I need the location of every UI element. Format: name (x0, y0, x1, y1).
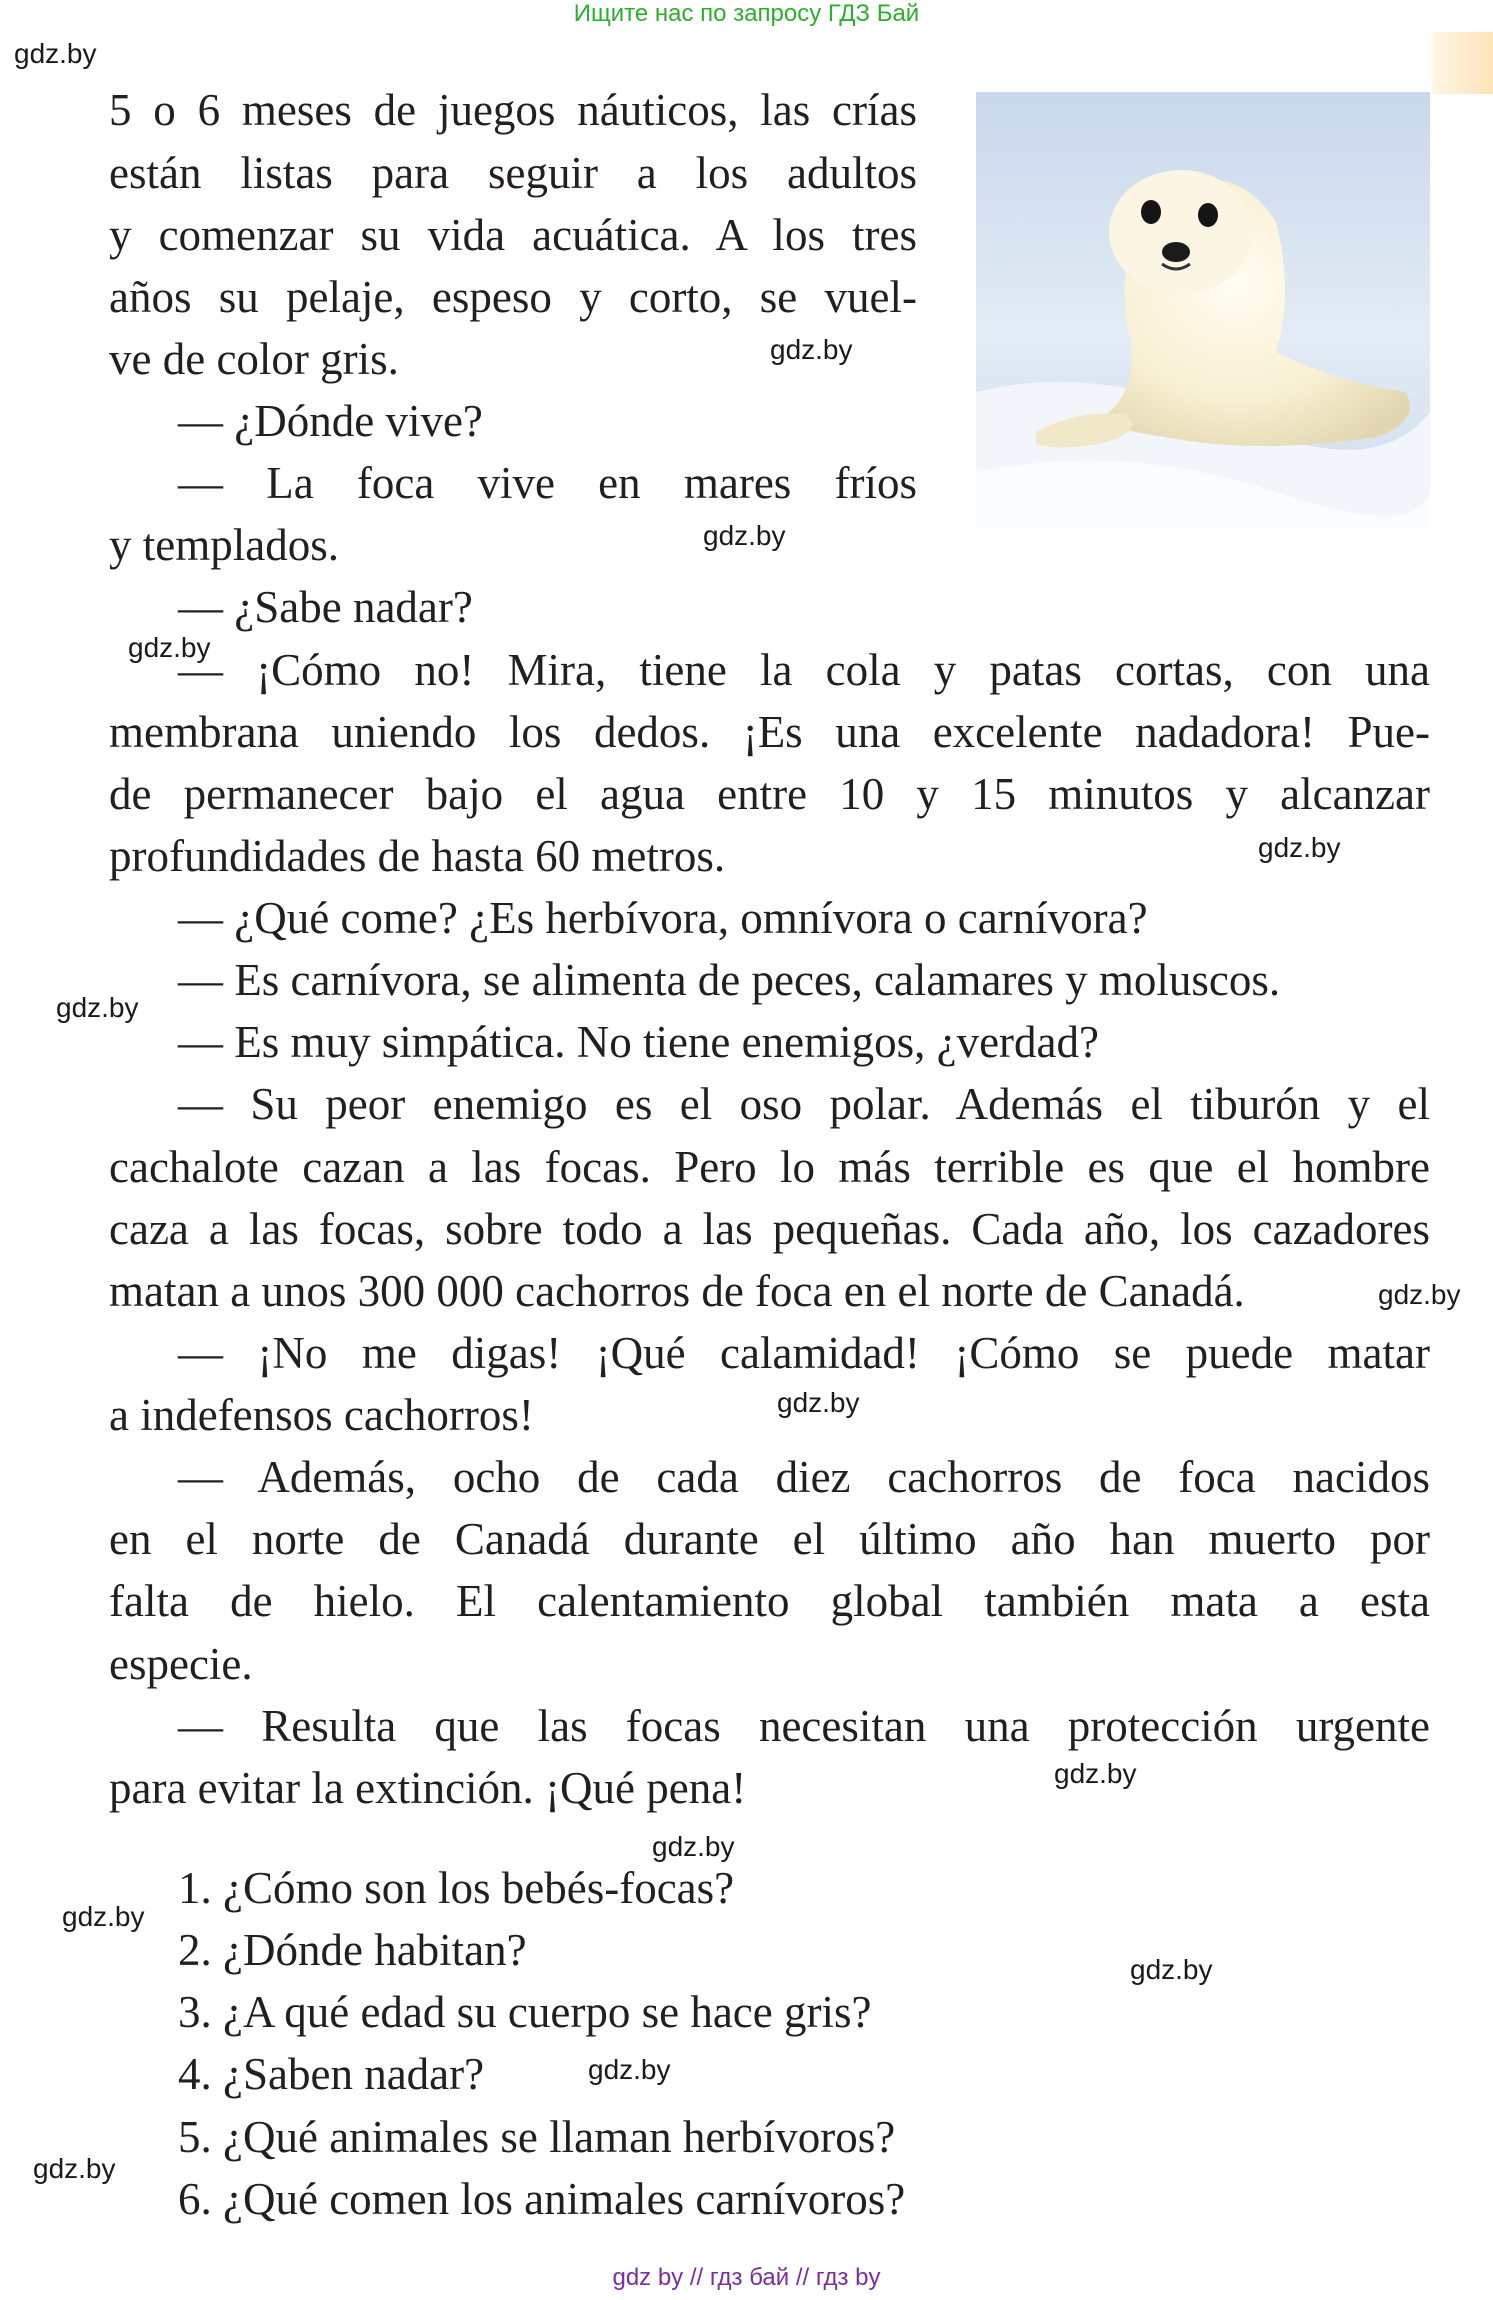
search-hint-banner[interactable] (0, 0, 1493, 30)
watermark: gdz.by (128, 632, 211, 663)
search-hint-text[interactable]: Ищите нас по запросу ГДЗ Бай (573, 0, 920, 27)
watermark: gdz.by (56, 992, 139, 1023)
watermark: gdz.by (14, 38, 97, 69)
text-line: — Es muy simpática. No tiene enemigos, ¿verdad? (178, 1017, 1099, 1067)
text-line: membrana uniendo los dedos. ¡Es una excelente nadadora! Pue- (109, 707, 1430, 757)
text-line: — Resulta que las focas necesitan una protección urgente (178, 1701, 1430, 1751)
text-line: — Su peor enemigo es el oso polar. Además el tiburón y el (178, 1079, 1430, 1129)
text-line: — Además, ocho de cada diez cachorros de foca nacidos (178, 1452, 1430, 1502)
text-line: años su pelaje, espeso y corto, se vuel- (109, 272, 917, 322)
question-item: 3. ¿A qué edad su cuerpo se hace gris? (178, 1987, 872, 2037)
text-line: falta de hielo. El calentamiento global también mata a esta (109, 1576, 1430, 1626)
watermark: gdz.by (652, 1831, 735, 1862)
text-line: ve de color gris. (109, 334, 399, 384)
watermark: gdz.by (1378, 1279, 1461, 1310)
question-item: 5. ¿Qué animales se llaman herbívoros? (178, 2112, 896, 2162)
watermark: gdz.by (588, 2054, 671, 2085)
text-line: profundidades de hasta 60 metros. (109, 831, 726, 881)
text-line: — La foca vive en mares fríos (178, 458, 917, 508)
text-line: — ¡No me digas! ¡Qué calamidad! ¡Cómo se puede matar (178, 1328, 1430, 1378)
question-item: 6. ¿Qué comen los animales carnívoros? (178, 2174, 906, 2224)
harp-seal-pup-icon (976, 92, 1430, 529)
text-line: 5 o 6 meses de juegos náuticos, las crías (109, 85, 917, 135)
text-line: matan a unos 300 000 cachorros de foca en el norte de Canadá. (109, 1266, 1245, 1316)
question-item: 2. ¿Dónde habitan? (178, 1925, 527, 1975)
watermark: gdz.by (1054, 1758, 1137, 1789)
text-line: están listas para seguir a los adultos (109, 148, 917, 198)
text-line: cachalote cazan a las focas. Pero lo más terrible es que el hombre (109, 1142, 1430, 1192)
text-line: especie. (109, 1639, 253, 1689)
question-item: 4. ¿Saben nadar? (178, 2049, 485, 2099)
watermark: gdz.by (703, 520, 786, 551)
watermark: gdz.by (777, 1387, 860, 1418)
text-line: — ¿Sabe nadar? (178, 582, 473, 632)
text-line: — ¿Qué come? ¿Es herbívora, omnívora o carnívora? (178, 893, 1148, 943)
question-item: 1. ¿Cómo son los bebés-focas? (178, 1863, 735, 1913)
text-line: y comenzar su vida acuática. A los tres (109, 210, 917, 260)
text-line: de permanecer bajo el agua entre 10 y 15 minutos y alcanzar (109, 769, 1430, 819)
watermark: gdz.by (1130, 1954, 1213, 1985)
harp-seal-photo (976, 92, 1430, 529)
watermark: gdz.by (33, 2153, 116, 2184)
text-line: — ¿Dónde vive? (178, 396, 483, 446)
text-line: para evitar la extinción. ¡Qué pena! (109, 1763, 747, 1813)
watermark: gdz.by (62, 1901, 145, 1932)
page-corner-tab (1432, 32, 1493, 94)
watermark: gdz.by (770, 334, 853, 365)
text-line: — ¡Cómo no! Mira, tiene la cola y patas cortas, con una (178, 645, 1430, 695)
watermark: gdz.by (1258, 832, 1341, 863)
text-line: en el norte de Canadá durante el último año han muerto por (109, 1514, 1430, 1564)
text-line: — Es carnívora, se alimenta de peces, calamares y moluscos. (178, 955, 1281, 1005)
text-line: a indefensos cachorros! (109, 1390, 534, 1440)
text-line: y templados. (109, 520, 339, 570)
footer-links[interactable]: gdz by // гдз бай // гдз by (612, 2264, 881, 2291)
text-line: caza a las focas, sobre todo a las pequeñas. Cada año, los cazadores (109, 1204, 1430, 1254)
